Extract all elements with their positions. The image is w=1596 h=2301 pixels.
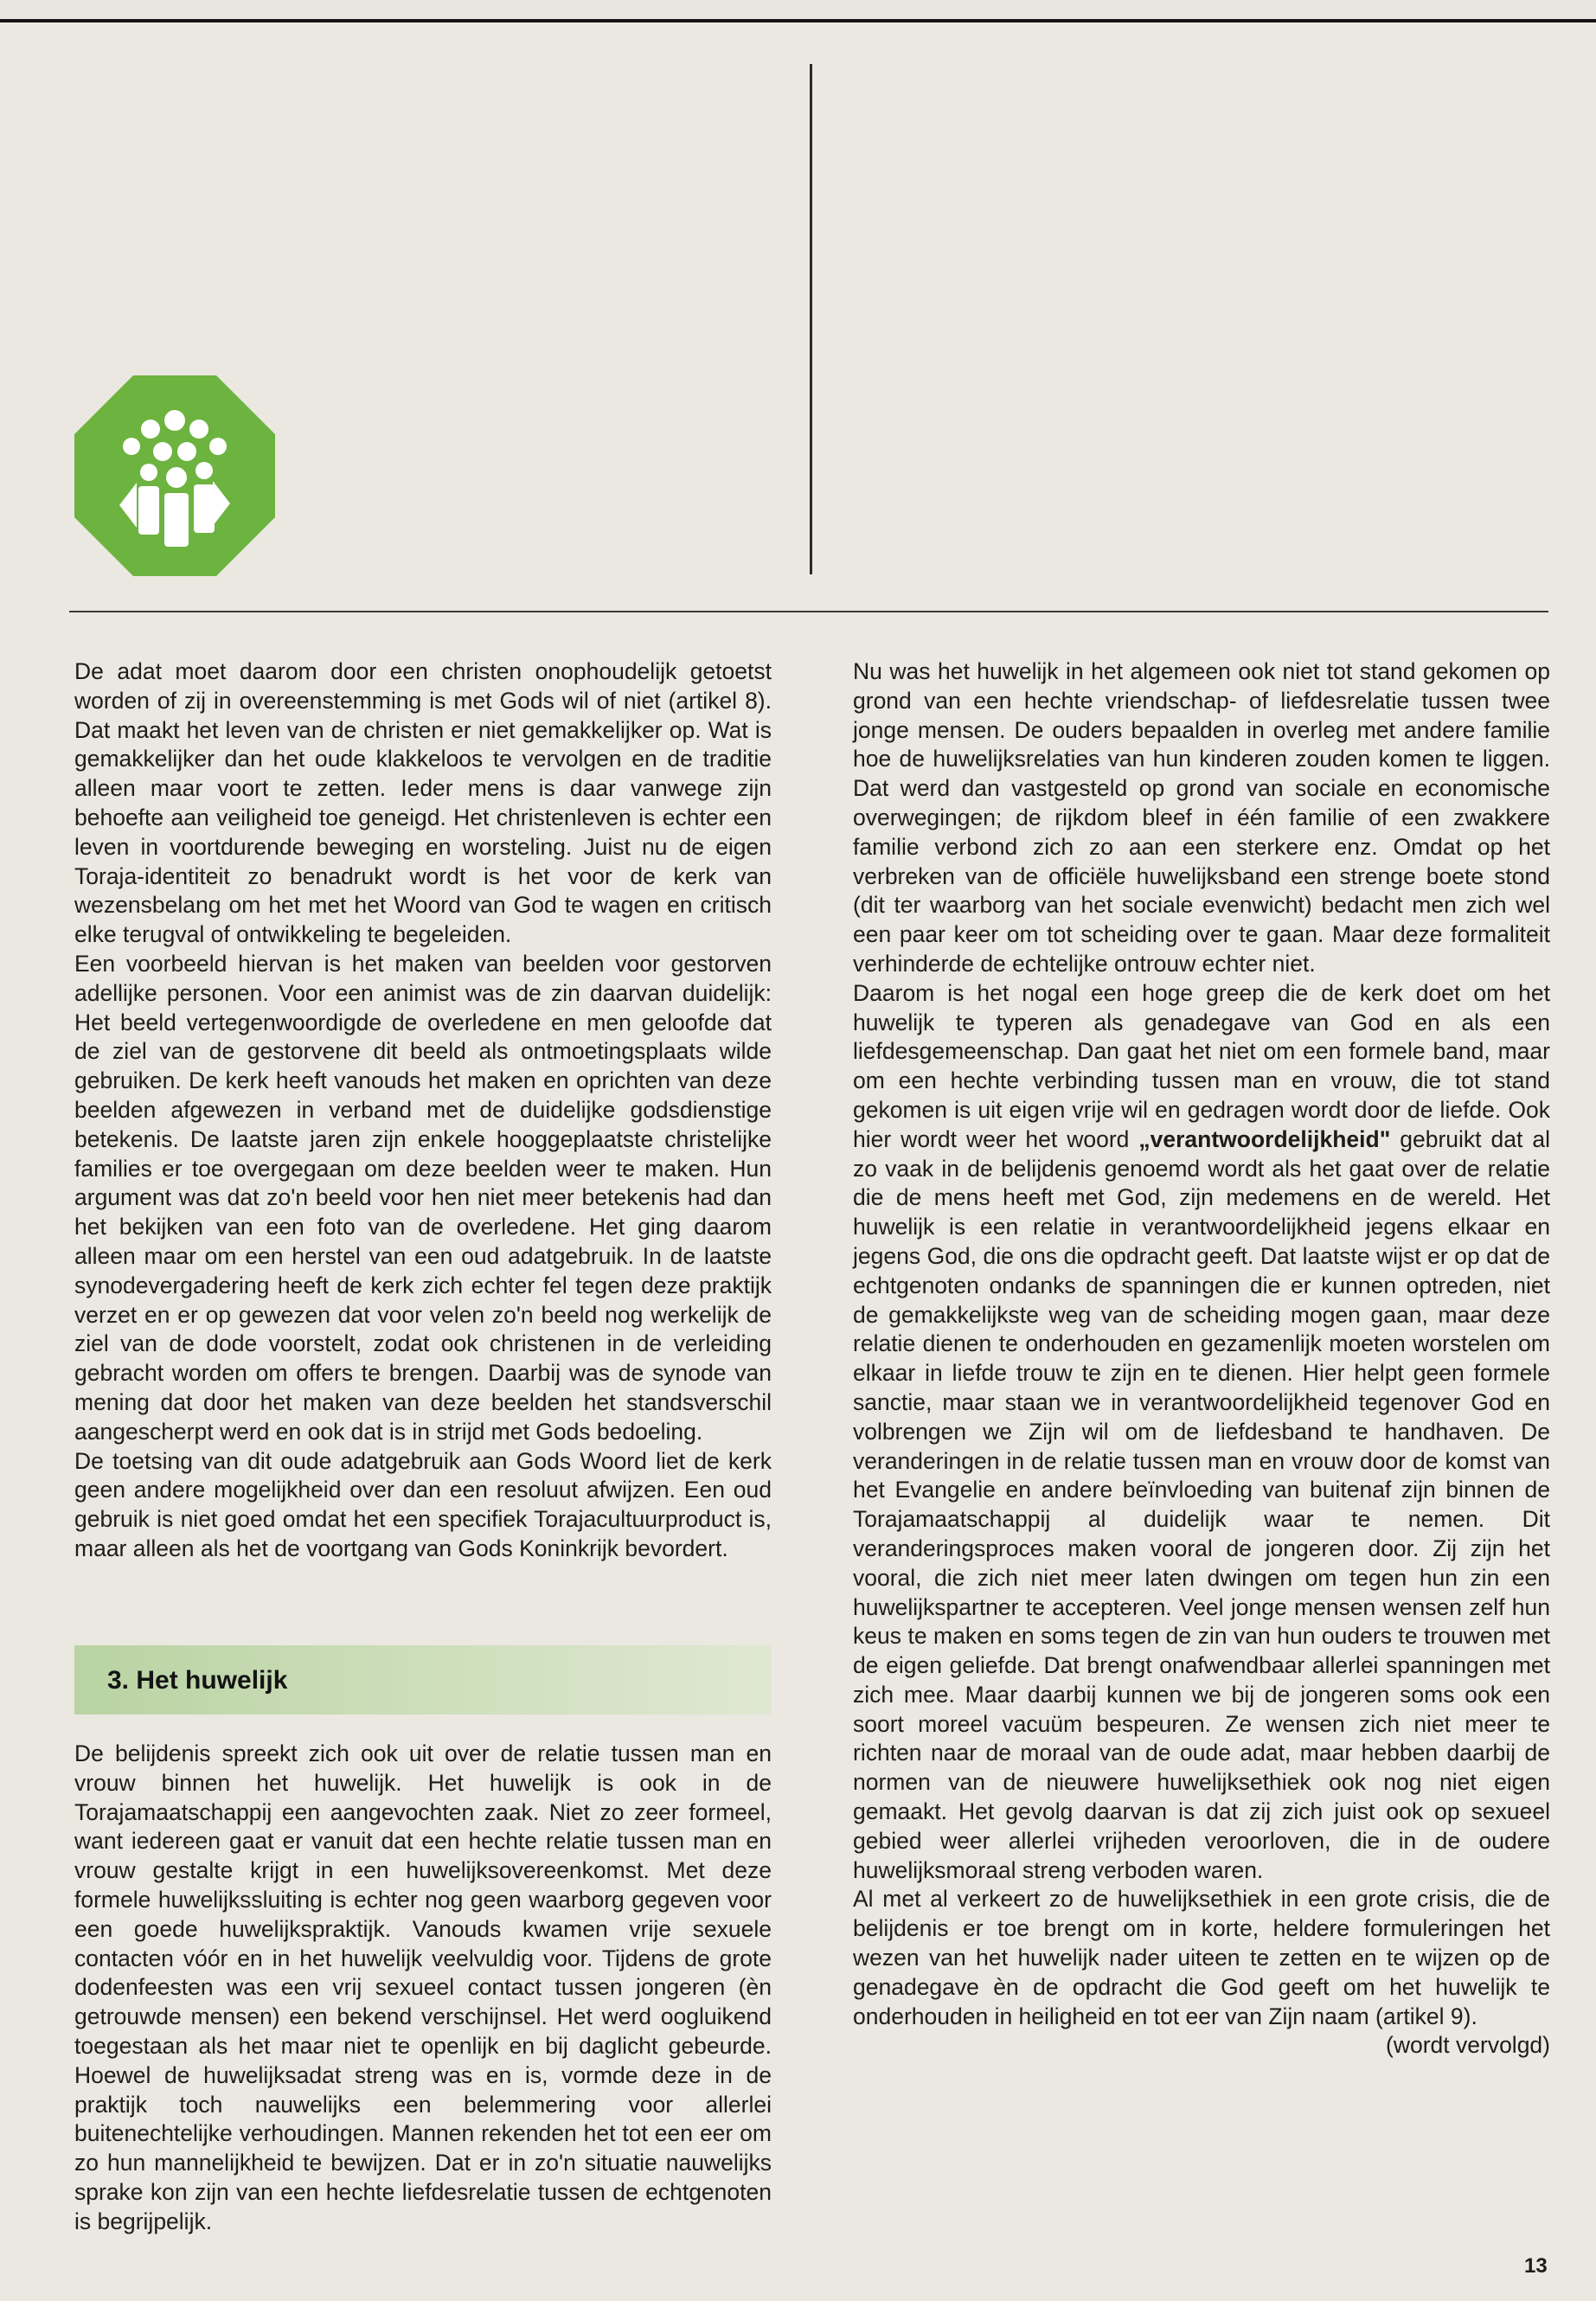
paragraph-verantwoordelijkheid [853, 979, 1550, 1886]
left-column-lower [74, 1740, 772, 2237]
left-column-upper [74, 657, 772, 1564]
paragraph-crisis: Al met al verkeert zo de huwelijksethiek in een grote crisis, die de belijdenis er toe brengt om in korte, heldere formuleringen het wezen van het huwelijk nader uiteen te zetten en te wijzen op de genadegave èn de opdracht die God geeft om het huwelijk te onderhouden in heiligheid en tot eer van Zijn naam (artikel 9). [853, 1886, 1550, 2029]
header-horizontal-rule [69, 611, 1548, 612]
paragraph-huwelijk-intro: De belijdenis spreekt zich ook uit over de relatie tussen man en vrouw binnen het huwelijk. Het huwelijk is ook in de Torajamaatschappij een aangevochten zaak. Niet zo zeer formeel, want iedereen gaat er vanuit dat een hechte relatie tussen man en vrouw gestalte krijgt in een huwelijksovereenkomst. Met deze formele huwelijkssluiting is echter nog geen waarborg gegeven voor een goede huwelijkspraktijk. Vanouds kwamen vrije sexuele contacten vóór en in het huwelijk veelvuldig voor. Tijdens de grote dodenfeesten was een vrij sexueel contact tussen jongeren (èn getrouwde mensen) een bekend verschijnsel. Het werd oogluikend toegestaan als het maar niet te openlijk en bij daglicht gebeurde. Hoewel de huwelijksadat streng was en is, vormde deze in de praktijk toch nauwelijks een belemmering voor allerlei buitenechtelijke verhoudingen. Mannen rekenden het tot een eer om zo hun mannelijkheid te bewijzen. Dat er in zo'n situatie nauwelijks sprake kon zijn van een hechte liefdesrelatie tussen de echtgenoten is begrijpelijk. [74, 1740, 772, 2234]
youth-people-octagon-icon [74, 375, 275, 576]
paragraph-beelden: Een voorbeeld hiervan is het maken van beelden voor gestorven adellijke personen. Voor een animist was de zin daarvan duidelijk: Het beeld vertegenwoordigde de overledene en men geloofde dat de ziel van de gestorvene dit beeld als ontmoetingsplaats wilde gebruiken. De kerk heeft vanouds het maken en oprichten van deze beelden afgewezen in verband met de duidelijke godsdienstige betekenis. De laatste jaren zijn enkele hooggeplaatste christelijke families er toe overgegaan om deze beelden weer te maken. Hun argument was dat zo'n beeld voor hen niet meer betekenis had dan het bekijken van een foto van de overledene. Het ging daarom alleen maar om een herstel van een oud adatgebruik. In de laatste synodevergadering heeft de kerk zich echter fel tegen deze praktijk verzet en er op gewezen dat voor velen zo'n beeld nog werkelijk de ziel van de dode voorstelt, zodat ook christenen in de verleiding gebracht worden om offers te brengen. Daarbij was de synode van mening dat door het maken van deze beelden het standsverschil aangescherpt werd en ook dat is in strijd met Gods bedoeling. [74, 950, 772, 1445]
header-vertical-divider [810, 64, 812, 574]
paragraph-toetsing-conclusie: De toetsing van dit oude adatgebruik aan Gods Woord liet de kerk geen andere mogelijkheid over dan een resoluut afwijzen. Een oud gebruik is niet goed omdat het een specifiek Torajacultuurproduct is, maar alleen als het de voortgang van Gods Koninkrijk bevordert. [74, 1447, 772, 1561]
paragraph-adat-toetsing: De adat moet daarom door een christen onophoudelijk getoetst worden of zij in overeenstemming is met Gods wil of niet (artikel 8). Dat maakt het leven van de christen er niet gemakkelijker op. Wat is gemakkelijker dan het oude klakkeloos te vervolgen en de traditie alleen maar voort te zetten. Ieder mens is daar vanwege zijn behoefte aan veiligheid toe geneigd. Het christenleven is echter een leven in voortdurende beweging en worsteling. Juist nu de eigen Toraja-identiteit zo benadrukt wordt is het voor de kerk van wezensbelang om het met het Woord van God te wagen en critisch elke terugval of ontwikkeling te begeleiden. [74, 658, 772, 948]
paragraph-huwelijk-familie: Nu was het huwelijk in het algemeen ook niet tot stand gekomen op grond van een hechte vriendschap- of liefdesrelatie tussen twee jonge mensen. De ouders bepaalden in overleg met andere familie hoe de huwelijksrelaties van hun kinderen zouden komen te liggen. Dat werd dan vastgesteld op grond van sociale en economische overwegingen; de rijkdom bleef in één familie of een zwakkere familie verbond zich zo aan een sterkere enz. Omdat op het verbreken van de officiële huwelijksband een strenge boete stond (dit ter waarborg van het sociale evenwicht) bedacht men zich wel een paar keer om tot scheiding over te gaan. Maar deze formaliteit verhinderde de echtelijke ontrouw echter niet. [853, 658, 1550, 977]
page-number: 13 [1524, 2254, 1548, 2278]
continued-note: (wordt vervolgd) [1386, 2032, 1550, 2059]
paragraph-verantwoordelijkheid-rest: gebruikt dat al zo vaak in de belijdenis genoemd wordt als het gaat over de relatie die de mens heeft met God, zijn medemens en de wereld. Het huwelijk is een relatie in verantwoordelijkheid jegens elkaar en jegens God, die ons die opdracht geeft. Dat laatste wijst er op dat de echtgenoten ondanks de spanningen die er kunnen optreden, niet de gemakkelijkste weg van de scheiding mogen gaan, maar deze relatie dienen te onderhouden en gezamenlijk moeten worstelen om elkaar in liefde trouw te zijn en te dienen. Hier helpt geen formele sanctie, maar staan we in verantwoordelijkheid tegenover God en volbrengen we Zijn wil om de liefdesband te handhaven. De veranderingen in de relatie tussen man en vrouw door de komst van het Evangelie en andere beïnvloeding van buitenaf zijn binnen de Torajamaatschappij al duidelijk waar te nemen. Dit veranderingsproces maken vooral de jongeren door. Zij zijn het vooral, die zich niet meer laten dwingen om tegen hun zin een huwelijkspartner te accepteren. Veel jonge mensen wensen zelf hun keus te maken en soms tegen de zin van hun ouders te trouwen met de eigen geliefde. Dat brengt onafwendbaar allerlei spanningen met zich mee. Maar daarbij kunnen we bij de jongeren soms ook een soort moreel vacuüm bespeuren. Ze wensen zich niet meer te richten naar de moraal van de oude adat, maar hebben daarbij de normen van de nieuwere huwelijksethiek ook nog niet eigen gemaakt. Het gevolg daarvan is dat zij zich juist ook op sexueel gebied weer allerlei vrijheden veroorloven, die in de oudere huwelijksmoraal streng verboden waren. [853, 1125, 1550, 1883]
bold-term: „verantwoordelijkheid" [1138, 1125, 1391, 1152]
paragraph-verantwoordelijkheid-start: Daarom is het nogal een hoge greep die de kerk doet om het huwelijk te typeren als genadegave van God en als een liefdesgemeenschap. Dan gaat het niet om een formele band, maar om een hechte verbinding tussen man en vrouw, die tot stand gekomen is uit eigen vrije wil en gedragen wordt door de liefde. Ook hier wordt weer het woord [853, 979, 1550, 1152]
right-column [853, 657, 1550, 2061]
section-heading: 3. Het huwelijk [107, 1666, 288, 1695]
